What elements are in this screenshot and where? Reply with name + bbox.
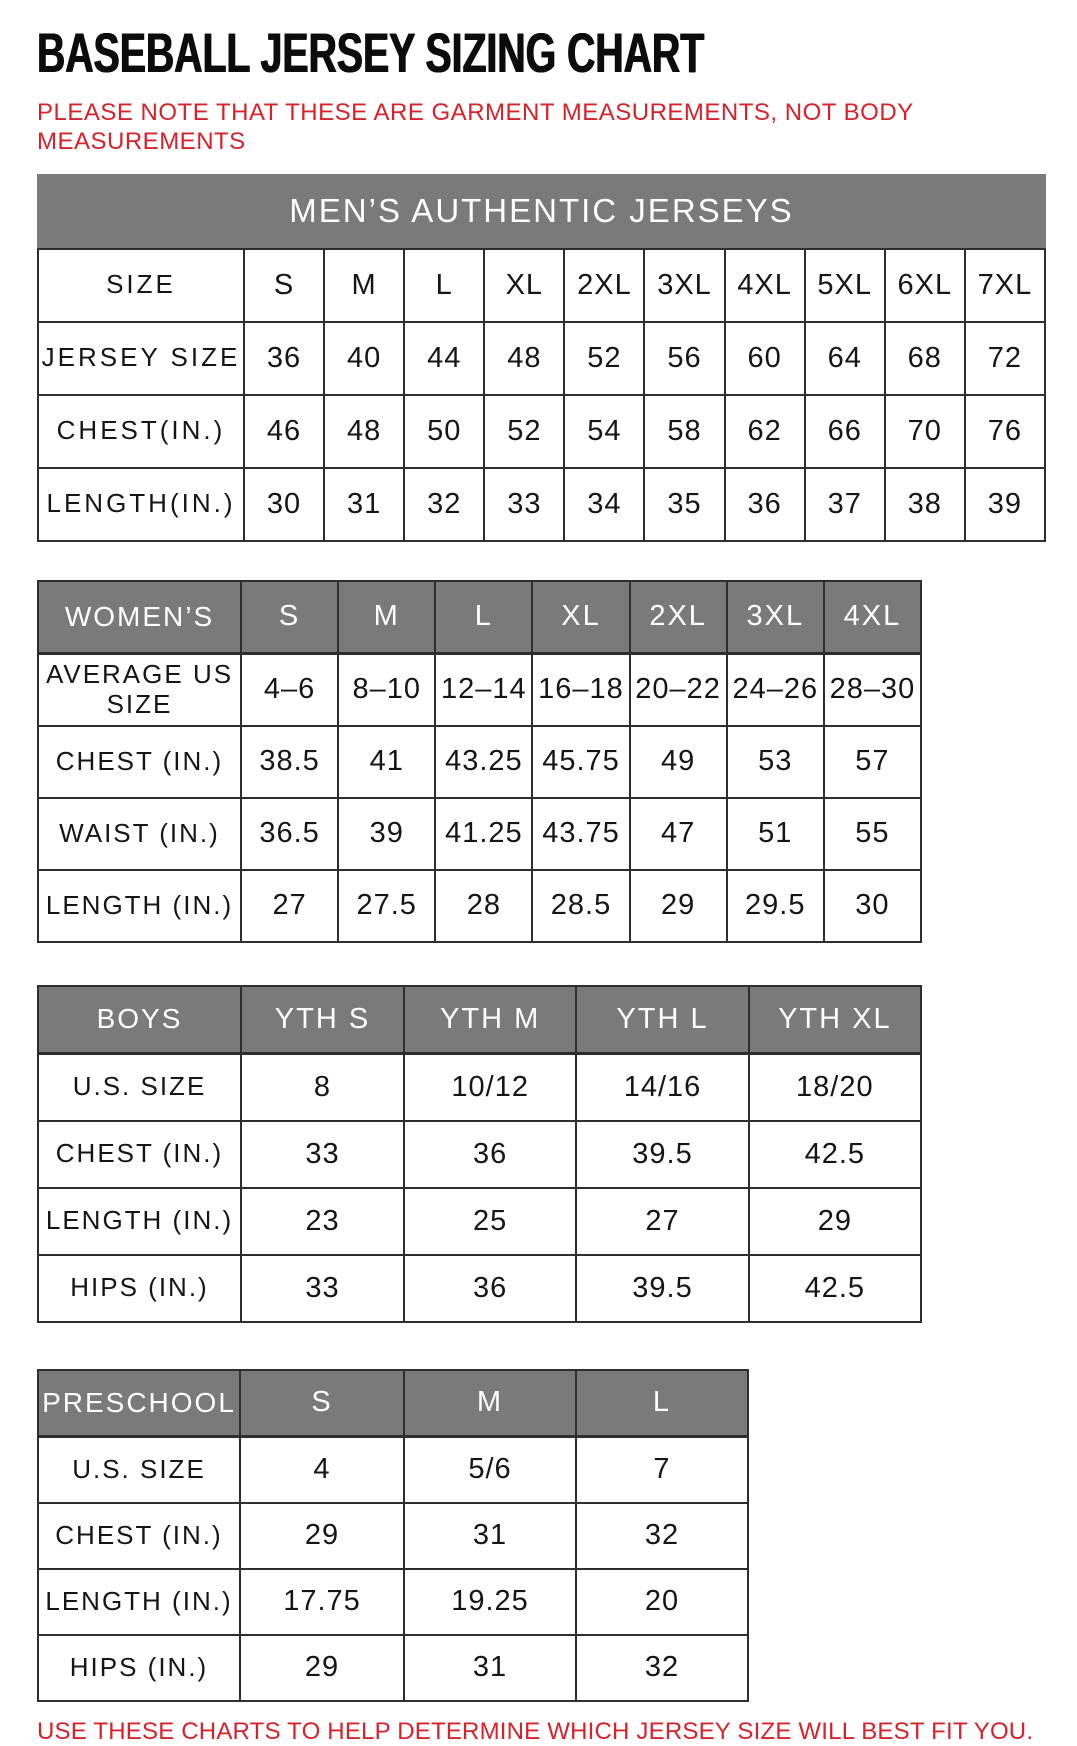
value-cell: 62 — [725, 395, 805, 468]
value-cell: 36 — [725, 468, 805, 541]
value-cell: 56 — [644, 322, 724, 395]
value-cell: 68 — [885, 322, 965, 395]
size-header-cell: 4XL — [824, 581, 921, 654]
size-header-cell: 2XL — [630, 581, 727, 654]
value-cell: 5/6 — [404, 1436, 576, 1503]
table-title-cell: PRESCHOOL — [38, 1370, 240, 1437]
value-cell: 48 — [324, 395, 404, 468]
size-header-cell: M — [338, 581, 435, 654]
table-row — [38, 798, 921, 870]
value-cell: 43.75 — [532, 798, 629, 870]
value-cell: 27 — [241, 870, 338, 942]
value-cell: 38 — [885, 468, 965, 541]
value-cell: 50 — [404, 395, 484, 468]
value-cell: 7 — [576, 1436, 748, 1503]
value-cell: 43.25 — [435, 726, 532, 798]
value-cell: 10/12 — [404, 1053, 576, 1121]
value-cell: 32 — [576, 1635, 748, 1701]
value-cell: 55 — [824, 798, 921, 870]
value-cell: 14/16 — [576, 1053, 748, 1121]
value-cell: 30 — [244, 468, 324, 541]
size-header-cell: M — [324, 249, 404, 322]
size-header-cell: XL — [484, 249, 564, 322]
size-header-cell: 2XL — [564, 249, 644, 322]
row-label-cell: U.S. SIZE — [38, 1053, 241, 1121]
value-cell: 16–18 — [532, 653, 629, 726]
table-row — [38, 1121, 921, 1188]
size-header-cell: L — [435, 581, 532, 654]
size-header-cell: S — [244, 249, 324, 322]
row-label-cell: LENGTH (IN.) — [38, 870, 241, 942]
table-row — [38, 1255, 921, 1322]
value-cell: 19.25 — [404, 1569, 576, 1635]
mens-banner: MEN’S AUTHENTIC JERSEYS — [37, 174, 1046, 248]
value-cell: 32 — [404, 468, 484, 541]
value-cell: 38.5 — [241, 726, 338, 798]
row-label-cell: LENGTH (IN.) — [38, 1569, 240, 1635]
value-cell: 39 — [965, 468, 1045, 541]
value-cell: 29.5 — [727, 870, 824, 942]
row-label-cell: CHEST (IN.) — [38, 726, 241, 798]
table-row — [38, 1188, 921, 1255]
value-cell: 47 — [630, 798, 727, 870]
value-cell: 33 — [241, 1255, 404, 1322]
value-cell: 27.5 — [338, 870, 435, 942]
table-row — [38, 581, 921, 654]
value-cell: 33 — [484, 468, 564, 541]
row-label-cell: WAIST (IN.) — [38, 798, 241, 870]
value-cell: 31 — [324, 468, 404, 541]
value-cell: 20–22 — [630, 653, 727, 726]
row-label-cell: CHEST(IN.) — [38, 395, 244, 468]
row-label-cell: HIPS (IN.) — [38, 1635, 240, 1701]
size-header-cell: 5XL — [805, 249, 885, 322]
table-title-cell: WOMEN’S — [38, 581, 241, 654]
value-cell: 52 — [564, 322, 644, 395]
value-cell: 60 — [725, 322, 805, 395]
size-header-cell: S — [241, 581, 338, 654]
value-cell: 42.5 — [749, 1255, 921, 1322]
size-header-cell: L — [404, 249, 484, 322]
value-cell: 29 — [240, 1635, 404, 1701]
value-cell: 29 — [630, 870, 727, 942]
table-row — [38, 249, 1045, 322]
table-row — [38, 1436, 748, 1503]
value-cell: 28.5 — [532, 870, 629, 942]
size-header-cell: YTH M — [404, 986, 576, 1054]
measurement-note: PLEASE NOTE THAT THESE ARE GARMENT MEASUREMENTS, NOT BODY MEASUREMENTS — [37, 99, 914, 155]
value-cell: 58 — [644, 395, 724, 468]
value-cell: 35 — [644, 468, 724, 541]
value-cell: 28 — [435, 870, 532, 942]
value-cell: 57 — [824, 726, 921, 798]
value-cell: 32 — [576, 1503, 748, 1569]
value-cell: 54 — [564, 395, 644, 468]
value-cell: 25 — [404, 1188, 576, 1255]
row-label-cell: LENGTH (IN.) — [38, 1188, 241, 1255]
value-cell: 46 — [244, 395, 324, 468]
table-row — [38, 1503, 748, 1569]
value-cell: 36 — [404, 1255, 576, 1322]
value-cell: 18/20 — [749, 1053, 921, 1121]
value-cell: 4 — [240, 1436, 404, 1503]
value-cell: 70 — [885, 395, 965, 468]
value-cell: 37 — [805, 468, 885, 541]
value-cell: 41.25 — [435, 798, 532, 870]
value-cell: 8 — [241, 1053, 404, 1121]
value-cell: 39.5 — [576, 1255, 748, 1322]
row-label-cell: CHEST (IN.) — [38, 1503, 240, 1569]
table-row — [38, 1635, 748, 1701]
boys-table — [37, 985, 922, 1323]
table-row — [38, 395, 1045, 468]
value-cell: 23 — [241, 1188, 404, 1255]
value-cell: 76 — [965, 395, 1045, 468]
row-label-cell: CHEST (IN.) — [38, 1121, 241, 1188]
size-header-cell: 7XL — [965, 249, 1045, 322]
table-row — [38, 986, 921, 1054]
value-cell: 27 — [576, 1188, 748, 1255]
size-header-cell: YTH L — [576, 986, 748, 1054]
value-cell: 34 — [564, 468, 644, 541]
value-cell: 33 — [241, 1121, 404, 1188]
row-label-cell: AVERAGE US SIZE — [38, 653, 241, 726]
value-cell: 36 — [244, 322, 324, 395]
size-header-cell: XL — [532, 581, 629, 654]
value-cell: 39 — [338, 798, 435, 870]
size-header-cell: 4XL — [725, 249, 805, 322]
mens-table — [37, 248, 1046, 542]
table-row — [38, 653, 921, 726]
value-cell: 24–26 — [727, 653, 824, 726]
value-cell: 66 — [805, 395, 885, 468]
value-cell: 17.75 — [240, 1569, 404, 1635]
size-header-cell: YTH S — [241, 986, 404, 1054]
table-row — [38, 322, 1045, 395]
row-label-cell: JERSEY SIZE — [38, 322, 244, 395]
value-cell: 51 — [727, 798, 824, 870]
table-row — [38, 726, 921, 798]
footer-note: USE THESE CHARTS TO HELP DETERMINE WHICH JERSEY SIZE WILL BEST FIT YOU. — [37, 1717, 1034, 1745]
size-header-cell: M — [404, 1370, 576, 1437]
size-header-cell: 6XL — [885, 249, 965, 322]
value-cell: 30 — [824, 870, 921, 942]
size-header-cell: 3XL — [644, 249, 724, 322]
size-header-cell: L — [576, 1370, 748, 1437]
womens-table — [37, 580, 922, 943]
size-header-cell: S — [240, 1370, 404, 1437]
value-cell: 42.5 — [749, 1121, 921, 1188]
value-cell: 36 — [404, 1121, 576, 1188]
value-cell: 40 — [324, 322, 404, 395]
table-row — [38, 1370, 748, 1437]
value-cell: 44 — [404, 322, 484, 395]
row-label-cell: U.S. SIZE — [38, 1436, 240, 1503]
value-cell: 8–10 — [338, 653, 435, 726]
table-row — [38, 1053, 921, 1121]
value-cell: 29 — [240, 1503, 404, 1569]
value-cell: 41 — [338, 726, 435, 798]
row-label-cell: SIZE — [38, 249, 244, 322]
row-label-cell: HIPS (IN.) — [38, 1255, 241, 1322]
value-cell: 29 — [749, 1188, 921, 1255]
value-cell: 53 — [727, 726, 824, 798]
preschool-table — [37, 1369, 749, 1702]
value-cell: 4–6 — [241, 653, 338, 726]
value-cell: 64 — [805, 322, 885, 395]
value-cell: 52 — [484, 395, 564, 468]
value-cell: 72 — [965, 322, 1045, 395]
size-header-cell: YTH XL — [749, 986, 921, 1054]
table-row — [38, 870, 921, 942]
page-title: BASEBALL JERSEY SIZING CHART — [37, 21, 705, 84]
value-cell: 20 — [576, 1569, 748, 1635]
table-title-cell: BOYS — [38, 986, 241, 1054]
value-cell: 48 — [484, 322, 564, 395]
value-cell: 45.75 — [532, 726, 629, 798]
row-label-cell: LENGTH(IN.) — [38, 468, 244, 541]
value-cell: 31 — [404, 1635, 576, 1701]
table-row — [38, 468, 1045, 541]
value-cell: 12–14 — [435, 653, 532, 726]
value-cell: 36.5 — [241, 798, 338, 870]
value-cell: 39.5 — [576, 1121, 748, 1188]
value-cell: 31 — [404, 1503, 576, 1569]
table-row — [38, 1569, 748, 1635]
value-cell: 28–30 — [824, 653, 921, 726]
size-header-cell: 3XL — [727, 581, 824, 654]
value-cell: 49 — [630, 726, 727, 798]
